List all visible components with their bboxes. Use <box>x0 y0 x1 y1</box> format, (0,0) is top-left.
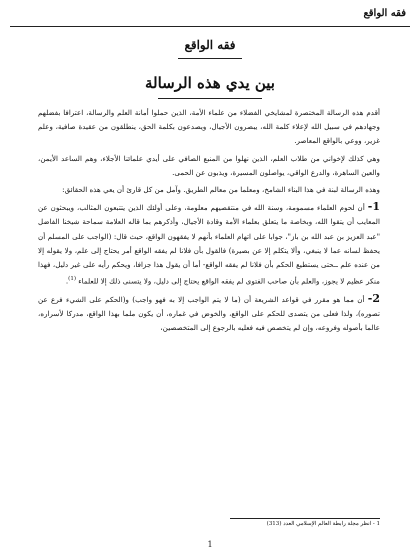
page-number: 1 <box>207 540 213 549</box>
section-title: فقه الواقع <box>184 38 236 52</box>
paragraph-5 <box>38 292 380 336</box>
paragraph-5-number: 2- <box>367 291 380 305</box>
paragraph-4-end: . <box>65 276 69 286</box>
paragraph-1: أقدم هذه الرسالة المختصرة لمشايخي الفضلاء من علماء الأمة، الذين حملوا أمانة العلم والرسالة، اعترافا بفضلهم وجهادهم في سبيل الله لإعلاء كلمة الله، يبصرون الأجيال، ويصدعون بكلمة الحق، ينطلقون من عقيدة صافية، وعلم غزير، ووعي بالواقع المعاصر. <box>38 108 380 146</box>
running-header: فقه الواقع <box>363 8 406 19</box>
footnote-rule <box>230 518 380 519</box>
main-title: بين يدي هذه الرسالة <box>145 74 275 92</box>
paragraph-3: وهذه الرسالة لبنة في هذا البناء الشامخ، ومعلما من معالم الطريق. وآمل من كل قارئ أن يعي هذه الحقائق: <box>62 185 380 195</box>
paragraph-4-number: 1- <box>367 200 380 214</box>
header-rule <box>10 26 410 27</box>
paragraph-4-text: أن لحوم العلماء مسمومة، وسنة الله في منتقصيهم معلومة، وعلى أولئك الذين يتتبعون المثالب، ويبحثون عن المعايب أن يتقوا الله، وبخاصة ما يتعلق بعلماء الأمة وقادة الأجيال، وأذكرهم بما قاله العلامة سماحة شيخنا الفاضل "عبد العزيز بن عبد الله بن باز"، جوابا على اتهام العلماء بأنهم لا يفقهون الواقع، حيث قال: (الواجب على المسلم أن يحفظ لسانه عما لا ينبغي، وألا يتكلم إلا عن بصيرة) فالقول بأن فلانا لم يفقه الواقع أمر يحتاج إلى علم، ولا يقوله إلا من عنده علم ــحتى يستطيع الحكم بأن فلانا لم يفقه الواقع- أما أن يقول هذا جزافا، ويحكم رأيه على غير دليل، فهذا منكر عظيم لا يجوز، والعلم بأن صاحب الفتوى لم يفقه الواقع يحتاج إلى دليل، ولا يتسنى ذلك إلا للعلماء <box>38 203 380 286</box>
paragraph-4 <box>38 200 380 289</box>
section-title-underline <box>178 58 242 59</box>
main-title-underline <box>158 98 262 99</box>
paragraph-2: وهي كذلك لإخواني من طلاب العلم، الذين نهلوا من المنبع الصافي على أيدي علمائنا الأجلاء، وهم الساعد الأيمن، والعين الساهرة، والدرع الواقي، يواصلون المسيرة، ويذبون عن الحمى. <box>38 153 380 177</box>
footnote: 1 - انظر مجلة رابطة العالم الإسلامي العدد (313) <box>266 521 380 527</box>
footnote-reference: (1) <box>68 276 76 283</box>
body-text <box>38 106 380 338</box>
paragraph-5-text: أن مما هو مقرر في قواعد الشريعة أن (ما لا يتم الواجب إلا به فهو واجب) و(الحكم على الشيء فرع عن تصوره)، ولذا فعلى من يتصدى للحكم على الواقع، والخوض في غماره، أن يكون ملما بهذا الواقع، مدركا لأسراره، عالما بأصوله وفروعه، وإن لم يتخصص فيه فعليه بالرجوع إلى المتخصصين، <box>38 294 380 333</box>
